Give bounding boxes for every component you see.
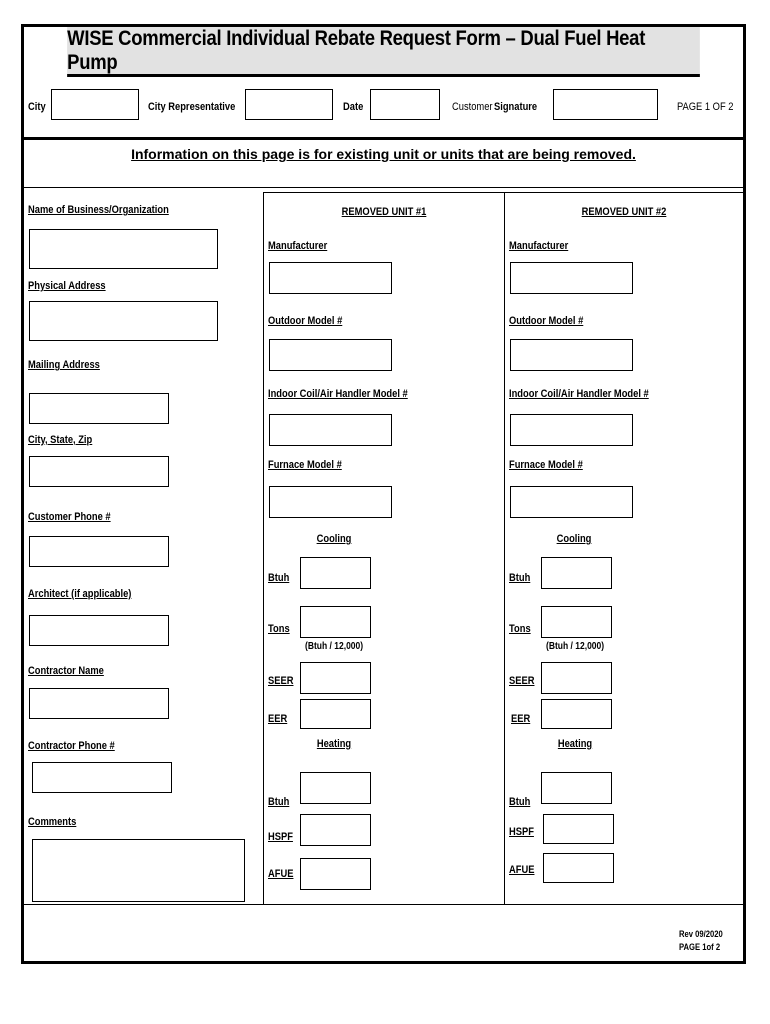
unit2-indoor-coil-label: Indoor Coil/Air Handler Model # (509, 388, 649, 400)
unit1-heat-btuh-field[interactable] (300, 772, 371, 804)
unit2-indoor-coil-field[interactable] (510, 414, 633, 446)
units-top-line (263, 192, 743, 193)
unit1-outdoor-model-label: Outdoor Model # (268, 315, 343, 327)
business-field[interactable] (29, 229, 218, 269)
unit1-seer-label: SEER (268, 675, 294, 687)
unit2-hspf-label: HSPF (509, 826, 534, 838)
revision-label: Rev 09/2020 (679, 929, 723, 939)
physical-address-field[interactable] (29, 301, 218, 341)
unit1-indoor-coil-field[interactable] (269, 414, 392, 446)
header-divider (24, 137, 743, 140)
unit1-tons-label: Tons (268, 623, 290, 635)
unit2-furnace-model-field[interactable] (510, 486, 633, 518)
column-divider-1 (263, 192, 264, 904)
unit2-afue-field[interactable] (543, 853, 614, 883)
business-label: Name of Business/Organization (28, 204, 169, 216)
unit1-hspf-field[interactable] (300, 814, 371, 846)
city-field[interactable] (51, 89, 139, 120)
city-state-zip-field[interactable] (29, 456, 169, 487)
unit2-manufacturer-field[interactable] (510, 262, 633, 294)
unit2-btuh-field[interactable] (541, 557, 612, 589)
unit2-furnace-model-label: Furnace Model # (509, 459, 583, 471)
unit2-heating-heading: Heating (557, 738, 593, 750)
unit1-btuh-label: Btuh (268, 572, 290, 584)
unit1-furnace-model-label: Furnace Model # (268, 459, 342, 471)
unit2-heat-btuh-label: Btuh (509, 796, 531, 808)
unit2-outdoor-model-label: Outdoor Model # (509, 315, 584, 327)
unit1-manufacturer-field[interactable] (269, 262, 392, 294)
unit1-eer-field[interactable] (300, 699, 371, 729)
unit2-seer-label: SEER (509, 675, 535, 687)
unit1-manufacturer-label: Manufacturer (268, 240, 328, 252)
unit2-cooling-heading: Cooling (556, 533, 592, 545)
unit1-furnace-model-field[interactable] (269, 486, 392, 518)
unit1-eer-label: EER (268, 713, 288, 725)
unit2-eer-label: EER (511, 713, 531, 725)
unit2-heading: REMOVED UNIT #2 (581, 206, 667, 218)
unit2-tons-note: (Btuh / 12,000) (546, 641, 605, 652)
unit1-afue-field[interactable] (300, 858, 371, 890)
unit1-outdoor-model-field[interactable] (269, 339, 392, 371)
mailing-address-field[interactable] (29, 393, 169, 424)
signature-label: Signature (494, 101, 538, 113)
customer-phone-label: Customer Phone # (28, 511, 111, 523)
unit2-hspf-field[interactable] (543, 814, 614, 844)
unit1-tons-note: (Btuh / 12,000) (305, 641, 364, 652)
unit1-afue-label: AFUE (268, 868, 294, 880)
unit2-eer-field[interactable] (541, 699, 612, 729)
unit1-cooling-heading: Cooling (316, 533, 352, 545)
unit2-btuh-label: Btuh (509, 572, 531, 584)
unit2-afue-label: AFUE (509, 864, 535, 876)
page-label: PAGE 1 OF 2 (677, 101, 734, 113)
physical-address-label: Physical Address (28, 280, 106, 292)
architect-label: Architect (if applicable) (28, 588, 132, 600)
unit2-tons-label: Tons (509, 623, 531, 635)
unit1-tons-field[interactable] (300, 606, 371, 638)
unit2-tons-field[interactable] (541, 606, 612, 638)
unit1-hspf-label: HSPF (268, 831, 293, 843)
city-rep-label: City Representative (148, 101, 236, 113)
unit2-seer-field[interactable] (541, 662, 612, 694)
unit1-heat-btuh-label: Btuh (268, 796, 290, 808)
unit2-heat-btuh-field[interactable] (541, 772, 612, 804)
date-label: Date (343, 101, 364, 113)
form-title: WISE Commercial Individual Rebate Request Form – Dual Fuel Heat Pump (67, 27, 700, 77)
comments-field[interactable] (32, 839, 245, 902)
date-field[interactable] (370, 89, 440, 120)
city-state-zip-label: City, State, Zip (28, 434, 93, 446)
unit2-outdoor-model-field[interactable] (510, 339, 633, 371)
unit2-manufacturer-label: Manufacturer (509, 240, 569, 252)
architect-field[interactable] (29, 615, 169, 646)
unit1-btuh-field[interactable] (300, 557, 371, 589)
city-rep-field[interactable] (245, 89, 333, 120)
unit1-heating-heading: Heating (316, 738, 352, 750)
contractor-name-label: Contractor Name (28, 665, 104, 677)
customer-phone-field[interactable] (29, 536, 169, 567)
city-label: City (28, 101, 46, 113)
info-text: Information on this page is for existing unit or units that are being removed. (131, 146, 636, 162)
unit1-seer-field[interactable] (300, 662, 371, 694)
customer-label: Customer (452, 101, 493, 113)
info-divider (24, 187, 743, 188)
unit1-indoor-coil-label: Indoor Coil/Air Handler Model # (268, 388, 408, 400)
unit1-heading: REMOVED UNIT #1 (341, 206, 427, 218)
mailing-address-label: Mailing Address (28, 359, 100, 371)
contractor-phone-label: Contractor Phone # (28, 740, 115, 752)
footer-divider (24, 904, 743, 905)
contractor-name-field[interactable] (29, 688, 169, 719)
footer-page-label: PAGE 1of 2 (679, 942, 721, 952)
contractor-phone-field[interactable] (32, 762, 172, 793)
comments-label: Comments (28, 816, 77, 828)
signature-field[interactable] (553, 89, 658, 120)
column-divider-2 (504, 192, 505, 904)
